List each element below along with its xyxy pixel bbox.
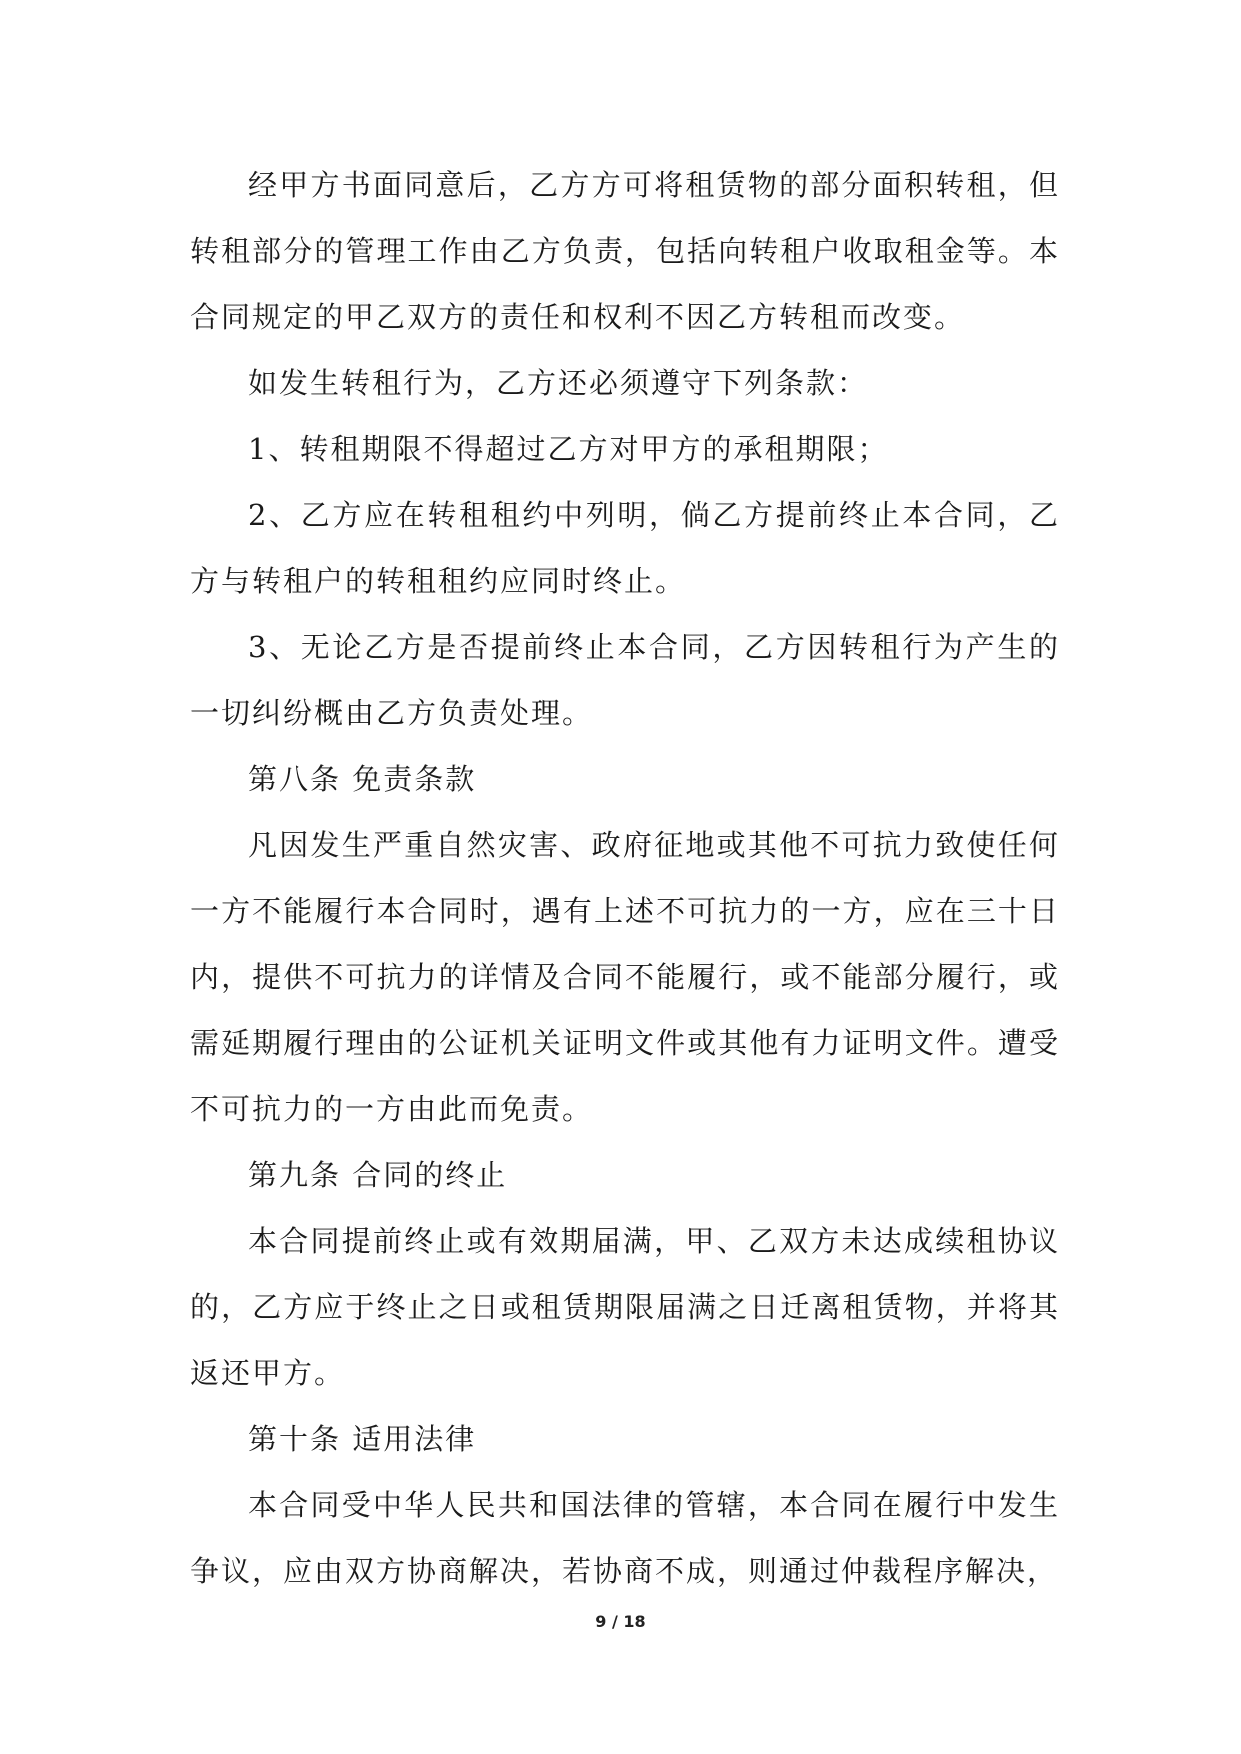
article-10-heading: 第十条 适用法律: [248, 1422, 477, 1456]
paragraph-force-majeure: 凡因发生严重自然灾害、政府征地或其他不可抗力致使任何一方不能履行本合同时，遇有上述不可抗力的一方，应在三十日内，提供不可抗力的详情及合同不能履行，或不能部分履行，或需延期履行理由的公证机关证明文件或其他有力证明文件。遭受不可抗力的一方由此而免责。: [190, 828, 1060, 1126]
page-number: 9 / 18: [595, 1612, 646, 1631]
paragraph-sublease-terms-intro: 如发生转租行为，乙方还必须遵守下列条款：: [248, 366, 869, 400]
paragraph-sublease-term-3: 3、无论乙方是否提前终止本合同，乙方因转租行为产生的一切纠纷概由乙方负责处理。: [190, 630, 1060, 730]
paragraph-sublease-term-2: 2、乙方应在转租租约中列明，倘乙方提前终止本合同，乙方与转租户的转租租约应同时终止。: [190, 498, 1060, 598]
article-8-heading: 第八条 免责条款: [248, 762, 477, 796]
paragraph-termination: 本合同提前终止或有效期届满，甲、乙双方未达成续租协议的，乙方应于终止之日或租赁期限届满之日迁离租赁物，并将其返还甲方。: [190, 1224, 1060, 1390]
paragraph-sublease-term-1: 1、转租期限不得超过乙方对甲方的承租期限；: [248, 432, 889, 466]
paragraph-sublease-consent: 经甲方书面同意后，乙方方可将租赁物的部分面积转租，但转租部分的管理工作由乙方负责，包括向转租户收取租金等。本合同规定的甲乙双方的责任和权利不因乙方转租而改变。: [190, 168, 1060, 334]
paragraph-governing-law: 本合同受中华人民共和国法律的管辖，本合同在履行中发生争议，应由双方协商解决，若协商不成，则通过仲裁程序解决，: [190, 1488, 1060, 1588]
document-body: [190, 152, 1060, 1604]
article-9-heading: 第九条 合同的终止: [248, 1158, 508, 1192]
